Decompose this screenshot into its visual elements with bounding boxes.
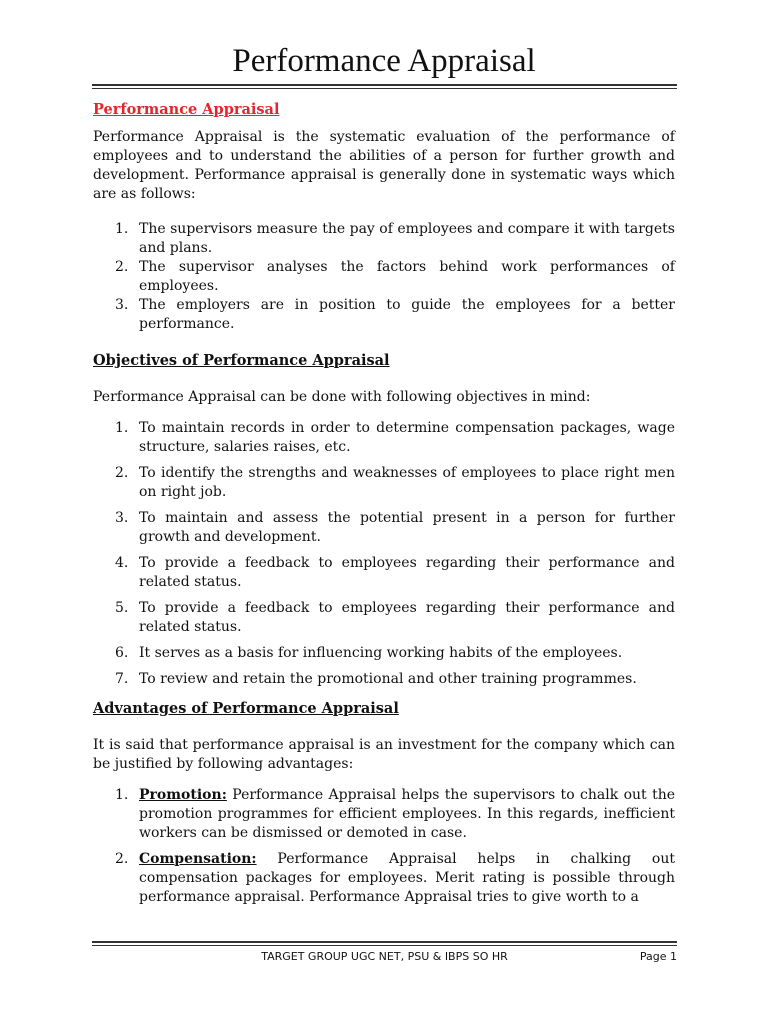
footer-rule-thin bbox=[92, 945, 677, 946]
footer-rule bbox=[92, 941, 677, 943]
advantages-list bbox=[93, 786, 675, 907]
page-footer bbox=[92, 948, 677, 966]
list-item: 5. To provide a feedback to employees regarding their performance and related status. bbox=[115, 600, 675, 635]
list-item: 1. Promotion: Performance Appraisal helps the supervisors to chalk out the promotion programmes for efficient employees. In this regards, inefficient workers can be dismissed or demoted in case. bbox=[115, 787, 675, 841]
list-item: 4. To provide a feedback to employees regarding their performance and related status. bbox=[115, 555, 675, 590]
list-item: 2. To identify the strengths and weaknesses of employees to place right men on right job. bbox=[115, 465, 675, 500]
document-body bbox=[93, 100, 675, 914]
section-heading-performance-appraisal: Performance Appraisal bbox=[93, 101, 280, 118]
appraisal-ways-list bbox=[93, 220, 675, 334]
list-item: 1. The supervisors measure the pay of employees and compare it with targets and plans. bbox=[115, 221, 675, 256]
page-number: Page 1 bbox=[639, 950, 677, 963]
objectives-list bbox=[93, 419, 675, 689]
list-item: 2. Compensation: Performance Appraisal helps in chalking out compensation packages for employees. Merit rating is possible through performance appraisal. Performance Appraisal tries to give worth to a bbox=[115, 851, 675, 905]
objectives-paragraph: Performance Appraisal can be done with following objectives in mind: bbox=[93, 389, 591, 405]
term-promotion: Promotion: bbox=[139, 787, 227, 803]
term-compensation: Compensation: bbox=[139, 851, 257, 867]
section-heading-advantages: Advantages of Performance Appraisal bbox=[93, 700, 399, 717]
footer-text: TARGET GROUP UGC NET, PSU & IBPS SO HR bbox=[261, 950, 508, 963]
section-heading-objectives: Objectives of Performance Appraisal bbox=[93, 352, 390, 369]
list-item: 3. The employers are in position to guide the employees for a better performance. bbox=[115, 297, 675, 332]
intro-paragraph: Performance Appraisal is the systematic evaluation of the performance of employees and to understand the abilities of a person for further growth and development. Performance appraisal is generally done in systematic ways which are as follows: bbox=[93, 129, 675, 202]
list-item: 3. To maintain and assess the potential present in a person for further growth and development. bbox=[115, 510, 675, 545]
list-item: 1. To maintain records in order to determine compensation packages, wage structure, salaries raises, etc. bbox=[115, 420, 675, 455]
page-title: Performance Appraisal bbox=[232, 43, 536, 79]
title-rule bbox=[92, 84, 677, 86]
list-item: 6. It serves as a basis for influencing working habits of the employees. bbox=[115, 645, 623, 661]
advantages-paragraph: It is said that performance appraisal is an investment for the company which can be justified by following advantages: bbox=[93, 737, 675, 772]
title-rule-thin bbox=[92, 88, 677, 89]
list-item: 7. To review and retain the promotional and other training programmes. bbox=[115, 671, 637, 687]
list-item: 2. The supervisor analyses the factors behind work performances of employees. bbox=[115, 259, 675, 294]
